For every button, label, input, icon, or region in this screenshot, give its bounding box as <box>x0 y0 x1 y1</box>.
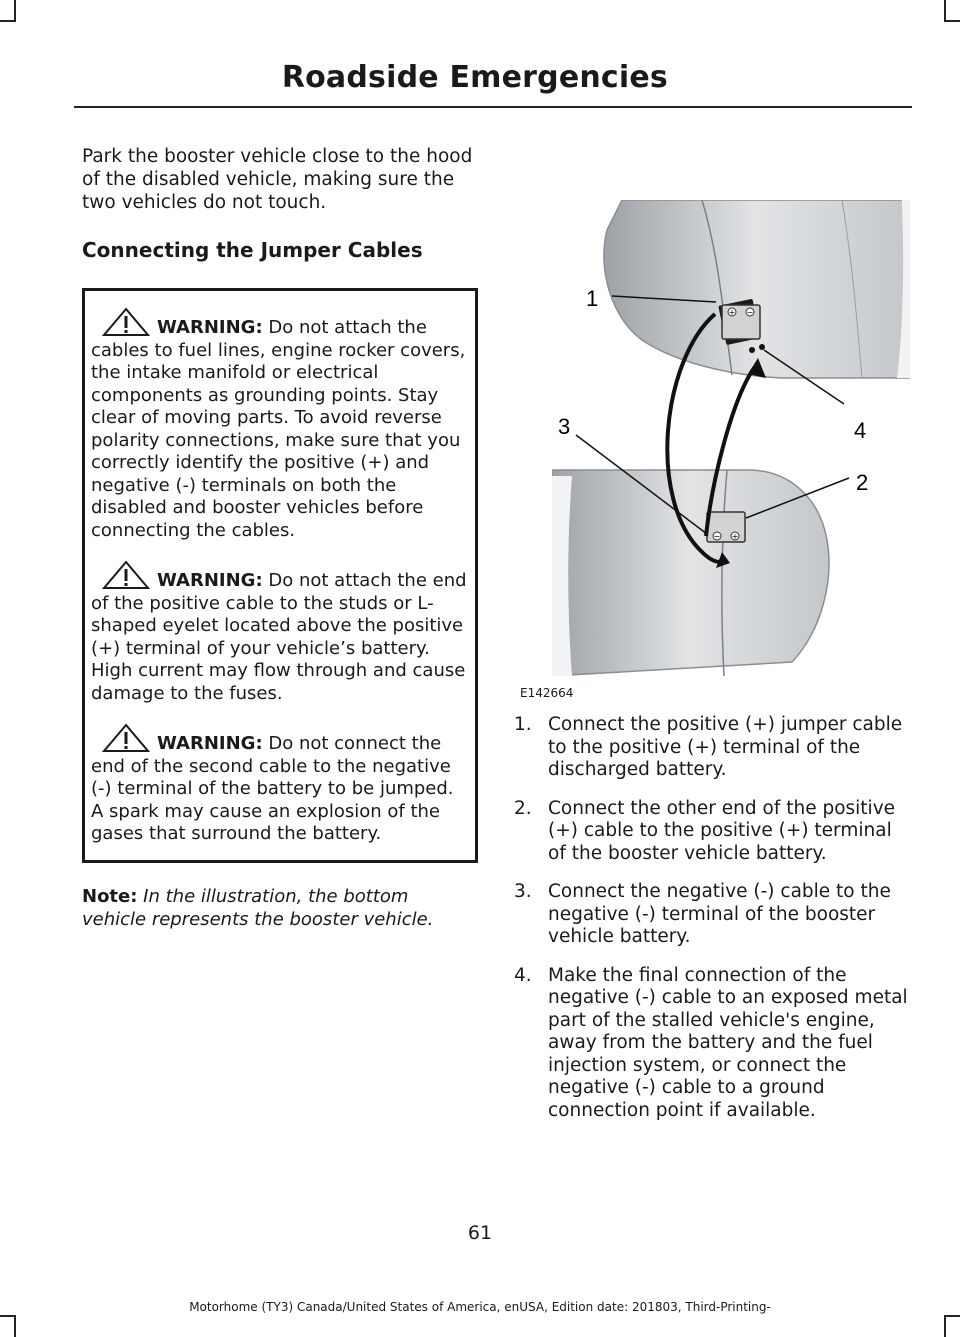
section-heading: Connecting the Jumper Cables <box>82 238 423 262</box>
step-text: Connect the other end of the positive (+) cable to the positive (+) terminal of the booster vehicle battery. <box>548 797 896 864</box>
booster-vehicle <box>552 470 829 676</box>
crop-mark-bottom-left-h <box>0 1315 16 1317</box>
crop-mark-top-right-v <box>944 0 946 22</box>
steps-list <box>514 714 910 1138</box>
battery-top-neg-label: − <box>746 308 754 317</box>
jump-start-illustration <box>552 200 910 676</box>
battery-top-pos-label: + <box>728 308 736 317</box>
warning-2 <box>91 560 469 705</box>
warning-label: WARNING: <box>157 317 263 338</box>
warning-box <box>82 288 478 863</box>
battery-bottom-neg-label: − <box>713 532 721 541</box>
warning-text: Do not attach the end of the positive cable to the studs or L-shaped eyelet located above the positive (+) terminal of your vehicle’s battery. High current may flow through and cause damage to the fuses. <box>91 570 467 704</box>
crop-mark-bottom-right-h <box>944 1315 960 1317</box>
disabled-vehicle <box>604 200 910 378</box>
warning-icon <box>101 307 151 337</box>
crop-mark-top-left-v <box>14 0 16 22</box>
list-item <box>514 714 910 782</box>
step-text: Make the final connection of the negative (-) cable to an exposed metal part of the stalled vehicle's engine, away from the battery and the fuel injection system, or connect the negative (-) cable to a ground connection point if available. <box>548 964 908 1121</box>
warning-label: WARNING: <box>157 733 263 754</box>
intro-paragraph: Park the booster vehicle close to the hood of the disabled vehicle, making sure the two vehicles do not touch. <box>82 146 473 213</box>
left-column <box>82 145 474 949</box>
list-item <box>514 798 910 866</box>
battery-bottom-pos-label: + <box>731 532 739 541</box>
battery-disabled <box>722 305 760 339</box>
step-text: Connect the negative (-) cable to the negative (-) terminal of the booster vehicle battery. <box>548 881 891 947</box>
step-text: Connect the positive (+) jumper cable to the positive (+) terminal of the discharged battery. <box>548 714 903 780</box>
warning-label: WARNING: <box>157 570 263 591</box>
callout-1: 1 <box>586 286 599 311</box>
step-number: 1. <box>514 714 532 735</box>
callout-2: 2 <box>856 470 869 495</box>
warning-icon <box>101 723 151 753</box>
step-number: 3. <box>514 881 532 902</box>
footer-text: Motorhome (TY3) Canada/United States of America, enUSA, Edition date: 201803, Third-Printing- <box>189 1300 771 1314</box>
crop-mark-top-left-h <box>0 20 16 22</box>
header-rule <box>74 106 912 108</box>
note <box>82 885 474 931</box>
callout-3: 3 <box>558 414 571 439</box>
crop-mark-top-right-h <box>944 20 960 22</box>
note-label: Note: <box>82 885 138 907</box>
list-item <box>514 965 910 1123</box>
list-item <box>514 881 910 949</box>
crop-mark-bottom-right-v <box>944 1315 946 1337</box>
warning-text: Do not attach the cables to fuel lines, engine rocker covers, the intake manifold or electrical components as grounding points. Stay clear of moving parts. To avoid reverse polarity connections, make sure that you correctly identify the positive (+) and negative (-) terminals on both the disabled and booster vehicles before connecting the cables. <box>91 317 466 541</box>
warning-text: Do not connect the end of the second cable to the negative (-) terminal of the battery to be jumped. A spark may cause an explosion of the gases that surround the battery. <box>91 733 454 844</box>
ground-point <box>759 344 765 350</box>
page-title: Roadside Emergencies <box>281 60 668 95</box>
warning-3 <box>91 723 469 846</box>
page-number: 61 <box>467 1222 493 1244</box>
callout-4: 4 <box>854 418 867 443</box>
note-text: In the illustration, the bottom vehicle represents the booster vehicle. <box>82 885 434 930</box>
step-number: 2. <box>514 797 532 819</box>
warning-1 <box>91 307 469 542</box>
figure-code: E142664 <box>520 686 574 700</box>
battery-booster <box>707 512 745 542</box>
warning-icon <box>101 560 151 590</box>
crop-mark-bottom-left-v <box>14 1315 16 1337</box>
ground-point <box>749 347 755 353</box>
step-number: 4. <box>514 964 532 986</box>
